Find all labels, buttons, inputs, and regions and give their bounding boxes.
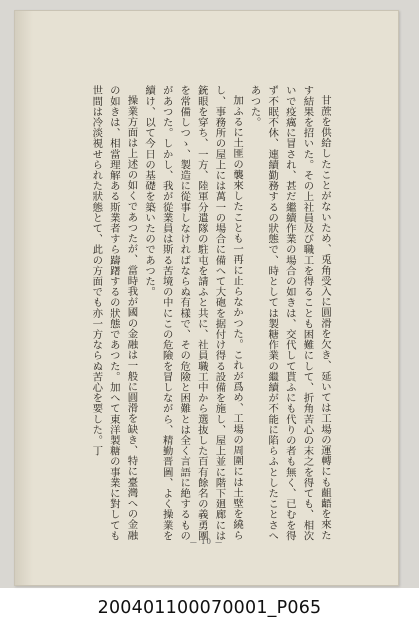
body-text [90,85,333,545]
page-number: — 10 — [189,538,224,546]
document-page [14,10,399,586]
paragraph: 操業方面は上述の如くであつたが、當時我が國の金融は一般に圓滑を缺き、特に臺灣への金融の如きは、相當理解ある斯業者すら躊躇するの狀態であつた。加へて東洋製糖の事業に對しても世間は冷淡視せられた狀態とて、此の方面でも亦一方ならぬ苦心を要した。丁 [90,85,138,541]
paragraph: 加ふるに土匪の襲來したことも一再に止らなかつた。これが爲め、工場の周圍には土壁を繞らし、事務所の屋上には萬一の場合に備へて大砲を据付け得る設備を施し、屋上並に階下廻廊には銃眼を穿ち、一方、陸軍分遣隊の駐屯を請ふと共に、社員職工中から選抜した百有餘名の義勇團を常備しつゝ、製造に從事しなければならぬ有樣で、その危險と困難とは全く言語に絶するものがあつた。しかし、我が從業員は斯る苦境の中にこの危險を冒しながら、精勤晋圖、よく操業を續け、以て今日の基礎を築いたのであつた。 [143,85,244,541]
image-id-caption: 200401100070001_P065 [97,598,322,618]
paragraph: 甘蔗を供給したことがないため、兎角受入に圓滑を欠き、延いては工場の運轉にも齟齬を來たす結果を招いた。その上社員及び職工を得ることも困難にして、折角苦心の末之を得ても、相次いで疫癘に冒され、甚だ繼續作業の場合の如きは、交代して貰ふにも代りの者も無く、已むを得ず不眠不休、連續勤務するの狀態で、時としては製糖作業の繼續が不能に陷らふとしたことさへあつた。 [248,85,331,541]
